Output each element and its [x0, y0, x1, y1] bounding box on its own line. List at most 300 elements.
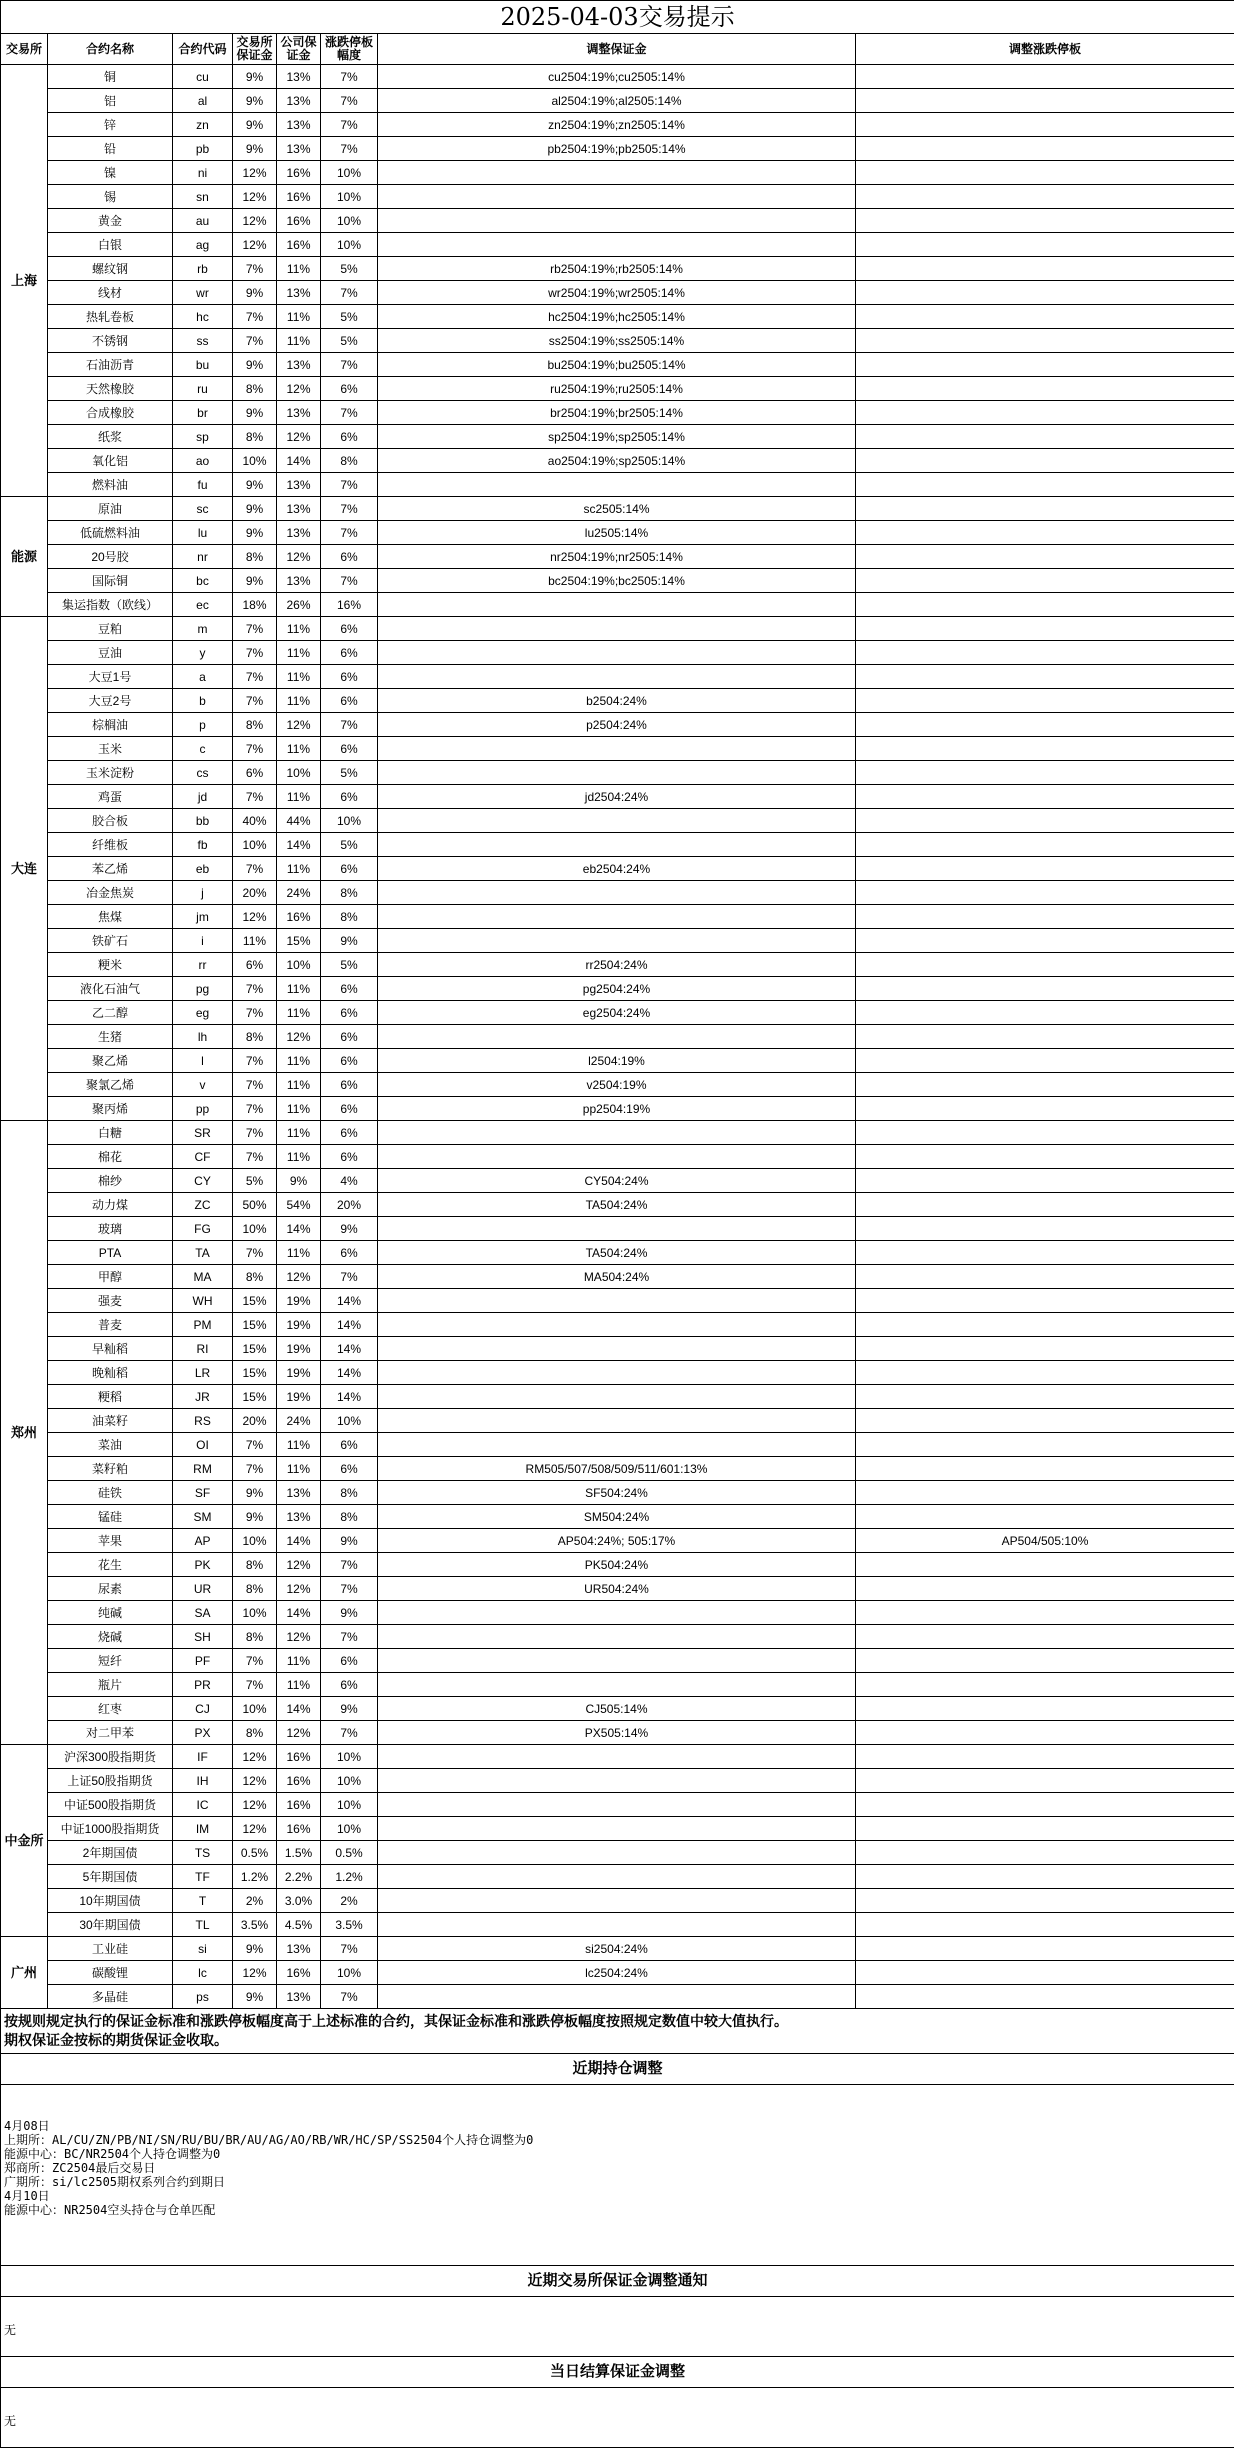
position-adjust-header [1, 2054, 1234, 2085]
position-line: 上期所：AL/CU/ZN/PB/NI/SN/RU/BU/BR/AU/AG/AO/RB/WR/HC/SP/SS2504个人持仓调整为0 [4, 2133, 534, 2147]
exchange-margin-cell: 7% [233, 785, 277, 809]
price-limit-cell: 14% [321, 1313, 378, 1337]
table-row [1, 1193, 1234, 1217]
price-limit-cell: 7% [321, 65, 378, 89]
rule-note-line-1: 按规则规定执行的保证金标准和涨跌停板幅度高于上述标准的合约，其保证金标准和涨跌停板幅度按照规定数值中较大值执行。 [4, 2013, 788, 2029]
exchange-margin-cell: 10% [233, 1529, 277, 1553]
price-limit-cell: 7% [321, 497, 378, 521]
price-limit-cell: 6% [321, 785, 378, 809]
table-row [1, 1121, 1234, 1145]
table-header-row [1, 34, 1234, 65]
adjusted-limit-cell [856, 1025, 1234, 1049]
adjusted-margin-cell [378, 233, 856, 257]
adjusted-margin-cell [378, 1337, 856, 1361]
adjusted-limit-cell [856, 521, 1234, 545]
company-margin-cell: 11% [277, 305, 321, 329]
contract-name-cell: 镍 [48, 161, 173, 185]
exchange-margin-cell: 7% [233, 257, 277, 281]
contract-code-cell: CF [173, 1145, 233, 1169]
position-line: 广期所：si/lc2505期权系列合约到期日 [4, 2175, 226, 2189]
contract-name-cell: 玉米 [48, 737, 173, 761]
contract-code-cell: eb [173, 857, 233, 881]
company-margin-cell: 13% [277, 89, 321, 113]
adjusted-margin-cell: ru2504:19%;ru2505:14% [378, 377, 856, 401]
adjusted-limit-cell [856, 1457, 1234, 1481]
contract-name-cell: 棉花 [48, 1145, 173, 1169]
exchange-margin-cell: 8% [233, 1577, 277, 1601]
rule-note [1, 2009, 1234, 2054]
company-margin-cell: 26% [277, 593, 321, 617]
exchange-margin-cell: 9% [233, 1505, 277, 1529]
table-row [1, 1097, 1234, 1121]
adjusted-margin-cell: v2504:19% [378, 1073, 856, 1097]
contract-code-cell: ao [173, 449, 233, 473]
contract-name-cell: 红枣 [48, 1697, 173, 1721]
adjusted-limit-cell [856, 1217, 1234, 1241]
price-limit-cell: 5% [321, 761, 378, 785]
exchange-margin-cell: 12% [233, 1745, 277, 1769]
contract-code-cell: au [173, 209, 233, 233]
contract-name-cell: 晚籼稻 [48, 1361, 173, 1385]
exchange-margin-cell: 5% [233, 1169, 277, 1193]
table-row [1, 209, 1234, 233]
contract-code-cell: SM [173, 1505, 233, 1529]
exchange-group-label: 能源 [1, 497, 48, 617]
contract-name-cell: 碳酸锂 [48, 1961, 173, 1985]
adjusted-margin-cell: bu2504:19%;bu2505:14% [378, 353, 856, 377]
contract-name-cell: 合成橡胶 [48, 401, 173, 425]
contract-code-cell: cu [173, 65, 233, 89]
table-row [1, 665, 1234, 689]
company-margin-cell: 15% [277, 929, 321, 953]
contract-name-cell: 动力煤 [48, 1193, 173, 1217]
adjusted-limit-cell [856, 1409, 1234, 1433]
exchange-margin-cell: 8% [233, 1721, 277, 1745]
price-limit-cell: 6% [321, 1433, 378, 1457]
adjusted-margin-cell [378, 593, 856, 617]
contract-code-cell: si [173, 1937, 233, 1961]
exchange-margin-cell: 8% [233, 1025, 277, 1049]
table-row [1, 1985, 1234, 2009]
price-limit-cell: 14% [321, 1385, 378, 1409]
contract-code-cell: lh [173, 1025, 233, 1049]
adjusted-limit-cell [856, 329, 1234, 353]
price-limit-cell: 0.5% [321, 1841, 378, 1865]
contract-code-cell: IM [173, 1817, 233, 1841]
adjusted-limit-cell [856, 1937, 1234, 1961]
contract-name-cell: 玻璃 [48, 1217, 173, 1241]
contract-code-cell: PX [173, 1721, 233, 1745]
price-limit-cell: 10% [321, 1769, 378, 1793]
table-row [1, 1577, 1234, 1601]
adjusted-limit-cell [856, 1121, 1234, 1145]
table-row [1, 473, 1234, 497]
contract-code-cell: IC [173, 1793, 233, 1817]
table-row [1, 1265, 1234, 1289]
contract-code-cell: AP [173, 1529, 233, 1553]
price-limit-cell: 6% [321, 857, 378, 881]
margin-notice-header [1, 2266, 1234, 2297]
contract-name-cell: 棕榈油 [48, 713, 173, 737]
table-row [1, 1505, 1234, 1529]
contract-name-cell: 20号胶 [48, 545, 173, 569]
price-limit-cell: 5% [321, 953, 378, 977]
adjusted-margin-cell [378, 1313, 856, 1337]
contract-code-cell: v [173, 1073, 233, 1097]
table-row [1, 1913, 1234, 1937]
company-margin-cell: 12% [277, 1577, 321, 1601]
table-row [1, 65, 1234, 89]
table-row [1, 1001, 1234, 1025]
table-row [1, 305, 1234, 329]
company-margin-cell: 16% [277, 185, 321, 209]
adjusted-margin-cell [378, 1145, 856, 1169]
table-row [1, 497, 1234, 521]
adjusted-limit-cell [856, 1697, 1234, 1721]
adjusted-margin-cell: AP504:24%; 505:17% [378, 1529, 856, 1553]
contract-code-cell: cs [173, 761, 233, 785]
contract-code-cell: eg [173, 1001, 233, 1025]
table-row [1, 1937, 1234, 1961]
adjusted-margin-cell: rb2504:19%;rb2505:14% [378, 257, 856, 281]
adjusted-margin-cell: al2504:19%;al2505:14% [378, 89, 856, 113]
contract-code-cell: sn [173, 185, 233, 209]
price-limit-cell: 10% [321, 1745, 378, 1769]
adjusted-margin-cell [378, 905, 856, 929]
contract-code-cell: j [173, 881, 233, 905]
adjusted-margin-cell: CY504:24% [378, 1169, 856, 1193]
contract-name-cell: 大豆2号 [48, 689, 173, 713]
price-limit-cell: 6% [321, 377, 378, 401]
table-row [1, 281, 1234, 305]
adjusted-limit-cell [856, 593, 1234, 617]
table-row [1, 377, 1234, 401]
table-row [1, 833, 1234, 857]
contract-code-cell: jd [173, 785, 233, 809]
adjusted-limit-cell [856, 473, 1234, 497]
contract-name-cell: 低硫燃料油 [48, 521, 173, 545]
exchange-margin-cell: 12% [233, 905, 277, 929]
contract-code-cell: br [173, 401, 233, 425]
adjusted-limit-cell [856, 665, 1234, 689]
table-row [1, 1601, 1234, 1625]
adjusted-limit-cell [856, 929, 1234, 953]
contract-name-cell: 集运指数（欧线） [48, 593, 173, 617]
company-margin-cell: 10% [277, 953, 321, 977]
exchange-group-label: 郑州 [1, 1121, 48, 1745]
settlement-adjust-body [1, 2388, 1234, 2448]
header-company-margin: 公司保证金 [277, 34, 321, 65]
adjusted-limit-cell [856, 737, 1234, 761]
table-row [1, 233, 1234, 257]
exchange-margin-cell: 40% [233, 809, 277, 833]
company-margin-cell: 11% [277, 641, 321, 665]
adjusted-limit-cell [856, 689, 1234, 713]
company-margin-cell: 16% [277, 233, 321, 257]
table-row [1, 1169, 1234, 1193]
price-limit-cell: 7% [321, 1625, 378, 1649]
table-row [1, 1673, 1234, 1697]
adjusted-margin-cell: br2504:19%;br2505:14% [378, 401, 856, 425]
exchange-margin-cell: 9% [233, 569, 277, 593]
adjusted-limit-cell [856, 1817, 1234, 1841]
exchange-margin-cell: 20% [233, 1409, 277, 1433]
adjusted-margin-cell: SF504:24% [378, 1481, 856, 1505]
adjusted-limit-cell [856, 881, 1234, 905]
adjusted-margin-cell: sc2505:14% [378, 497, 856, 521]
table-row [1, 161, 1234, 185]
exchange-margin-cell: 6% [233, 953, 277, 977]
table-row [1, 929, 1234, 953]
contract-code-cell: lu [173, 521, 233, 545]
company-margin-cell: 3.0% [277, 1889, 321, 1913]
exchange-group-label: 大连 [1, 617, 48, 1121]
adjusted-limit-cell [856, 833, 1234, 857]
adjusted-margin-cell [378, 761, 856, 785]
adjusted-limit-cell [856, 905, 1234, 929]
adjusted-limit-cell [856, 569, 1234, 593]
adjusted-limit-cell [856, 1097, 1234, 1121]
price-limit-cell: 10% [321, 161, 378, 185]
price-limit-cell: 6% [321, 425, 378, 449]
contract-code-cell: y [173, 641, 233, 665]
exchange-margin-cell: 7% [233, 977, 277, 1001]
contract-name-cell: 锰硅 [48, 1505, 173, 1529]
contract-code-cell: SA [173, 1601, 233, 1625]
price-limit-cell: 5% [321, 305, 378, 329]
contract-code-cell: TL [173, 1913, 233, 1937]
price-limit-cell: 8% [321, 1481, 378, 1505]
price-limit-cell: 7% [321, 1577, 378, 1601]
exchange-margin-cell: 9% [233, 497, 277, 521]
price-limit-cell: 7% [321, 569, 378, 593]
company-margin-cell: 9% [277, 1169, 321, 1193]
table-row [1, 1049, 1234, 1073]
exchange-margin-cell: 9% [233, 473, 277, 497]
price-limit-cell: 14% [321, 1361, 378, 1385]
contract-name-cell: 甲醇 [48, 1265, 173, 1289]
adjusted-limit-cell [856, 1361, 1234, 1385]
company-margin-cell: 13% [277, 473, 321, 497]
adjusted-limit-cell [856, 1961, 1234, 1985]
adjusted-limit-cell [856, 1073, 1234, 1097]
adjusted-margin-cell: p2504:24% [378, 713, 856, 737]
contract-code-cell: bu [173, 353, 233, 377]
company-margin-cell: 14% [277, 1601, 321, 1625]
exchange-margin-cell: 10% [233, 1697, 277, 1721]
company-margin-cell: 10% [277, 761, 321, 785]
adjusted-limit-cell [856, 1169, 1234, 1193]
table-row [1, 1313, 1234, 1337]
exchange-margin-cell: 8% [233, 545, 277, 569]
table-row [1, 257, 1234, 281]
table-row [1, 425, 1234, 449]
position-line: 能源中心：NR2504空头持仓与仓单匹配 [4, 2203, 216, 2217]
exchange-margin-cell: 15% [233, 1289, 277, 1313]
adjusted-limit-cell [856, 1601, 1234, 1625]
price-limit-cell: 5% [321, 833, 378, 857]
contract-name-cell: 天然橡胶 [48, 377, 173, 401]
contract-code-cell: PM [173, 1313, 233, 1337]
adjusted-margin-cell: pb2504:19%;pb2505:14% [378, 137, 856, 161]
company-margin-cell: 12% [277, 1721, 321, 1745]
contract-code-cell: ru [173, 377, 233, 401]
price-limit-cell: 8% [321, 905, 378, 929]
adjusted-margin-cell: ao2504:19%;sp2505:14% [378, 449, 856, 473]
contract-name-cell: 5年期国债 [48, 1865, 173, 1889]
table-row [1, 761, 1234, 785]
contract-code-cell: LR [173, 1361, 233, 1385]
adjusted-margin-cell [378, 1385, 856, 1409]
adjusted-limit-cell [856, 353, 1234, 377]
contract-code-cell: IF [173, 1745, 233, 1769]
exchange-margin-cell: 8% [233, 713, 277, 737]
company-margin-cell: 13% [277, 401, 321, 425]
company-margin-cell: 13% [277, 137, 321, 161]
contract-name-cell: 原油 [48, 497, 173, 521]
contract-name-cell: 多晶硅 [48, 1985, 173, 2009]
contract-name-cell: 螺纹钢 [48, 257, 173, 281]
adjusted-margin-cell [378, 185, 856, 209]
contract-name-cell: 聚乙烯 [48, 1049, 173, 1073]
table-row [1, 137, 1234, 161]
contract-name-cell: 液化石油气 [48, 977, 173, 1001]
contract-code-cell: hc [173, 305, 233, 329]
adjusted-limit-cell [856, 425, 1234, 449]
table-row [1, 1241, 1234, 1265]
contract-code-cell: bb [173, 809, 233, 833]
contract-name-cell: 聚丙烯 [48, 1097, 173, 1121]
contract-name-cell: 对二甲苯 [48, 1721, 173, 1745]
adjusted-limit-cell [856, 185, 1234, 209]
contract-code-cell: RM [173, 1457, 233, 1481]
company-margin-cell: 11% [277, 689, 321, 713]
adjusted-margin-cell: pp2504:19% [378, 1097, 856, 1121]
company-margin-cell: 11% [277, 1145, 321, 1169]
contract-name-cell: 生猪 [48, 1025, 173, 1049]
contract-code-cell: PK [173, 1553, 233, 1577]
exchange-margin-cell: 9% [233, 1481, 277, 1505]
contract-code-cell: T [173, 1889, 233, 1913]
price-limit-cell: 7% [321, 353, 378, 377]
contract-code-cell: al [173, 89, 233, 113]
price-limit-cell: 1.2% [321, 1865, 378, 1889]
table-row [1, 329, 1234, 353]
contract-code-cell: a [173, 665, 233, 689]
adjusted-limit-cell [856, 1745, 1234, 1769]
adjusted-limit-cell [856, 1433, 1234, 1457]
adjusted-limit-cell [856, 209, 1234, 233]
adjusted-margin-cell [378, 1841, 856, 1865]
price-limit-cell: 10% [321, 1409, 378, 1433]
price-limit-cell: 6% [321, 617, 378, 641]
adjusted-margin-cell [378, 665, 856, 689]
price-limit-cell: 7% [321, 1721, 378, 1745]
adjusted-limit-cell [856, 1865, 1234, 1889]
adjusted-limit-cell: AP504/505:10% [856, 1529, 1234, 1553]
adjusted-limit-cell [856, 617, 1234, 641]
price-limit-cell: 8% [321, 881, 378, 905]
header-contract-name: 合约名称 [48, 34, 173, 65]
contract-name-cell: 线材 [48, 281, 173, 305]
price-limit-cell: 7% [321, 113, 378, 137]
price-limit-cell: 6% [321, 1145, 378, 1169]
price-limit-cell: 10% [321, 1817, 378, 1841]
header-adjusted-margin: 调整保证金 [378, 34, 856, 65]
exchange-margin-cell: 7% [233, 617, 277, 641]
exchange-margin-cell: 8% [233, 1265, 277, 1289]
exchange-margin-cell: 15% [233, 1313, 277, 1337]
price-limit-cell: 7% [321, 137, 378, 161]
adjusted-limit-cell [856, 1793, 1234, 1817]
contract-name-cell: PTA [48, 1241, 173, 1265]
price-limit-cell: 14% [321, 1337, 378, 1361]
price-limit-cell: 8% [321, 1505, 378, 1529]
contract-code-cell: CY [173, 1169, 233, 1193]
adjusted-margin-cell [378, 1025, 856, 1049]
company-margin-cell: 19% [277, 1289, 321, 1313]
table-row [1, 1457, 1234, 1481]
adjusted-margin-cell: si2504:24% [378, 1937, 856, 1961]
company-margin-cell: 13% [277, 1505, 321, 1529]
contract-code-cell: ec [173, 593, 233, 617]
adjusted-limit-cell [856, 305, 1234, 329]
contract-name-cell: 工业硅 [48, 1937, 173, 1961]
contract-name-cell: 国际铜 [48, 569, 173, 593]
adjusted-margin-cell [378, 1913, 856, 1937]
contract-name-cell: 纯碱 [48, 1601, 173, 1625]
adjusted-margin-cell [378, 929, 856, 953]
price-limit-cell: 7% [321, 281, 378, 305]
position-adjust-title: 近期持仓调整 [1, 2054, 1234, 2085]
exchange-margin-cell: 7% [233, 689, 277, 713]
contract-code-cell: fb [173, 833, 233, 857]
price-limit-cell: 6% [321, 1001, 378, 1025]
contract-name-cell: 粳米 [48, 953, 173, 977]
contract-code-cell: p [173, 713, 233, 737]
company-margin-cell: 11% [277, 1457, 321, 1481]
company-margin-cell: 11% [277, 1673, 321, 1697]
company-margin-cell: 19% [277, 1385, 321, 1409]
price-limit-cell: 7% [321, 1265, 378, 1289]
adjusted-margin-cell [378, 809, 856, 833]
contract-code-cell: ps [173, 1985, 233, 2009]
contract-name-cell: 菜籽粕 [48, 1457, 173, 1481]
contract-name-cell: 豆粕 [48, 617, 173, 641]
header-adjusted-limit: 调整涨跌停板 [856, 34, 1234, 65]
contract-name-cell: 纤维板 [48, 833, 173, 857]
adjusted-limit-cell [856, 65, 1234, 89]
adjusted-limit-cell [856, 1193, 1234, 1217]
table-row [1, 1217, 1234, 1241]
price-limit-cell: 9% [321, 1601, 378, 1625]
company-margin-cell: 11% [277, 665, 321, 689]
adjusted-margin-cell: bc2504:19%;bc2505:14% [378, 569, 856, 593]
adjusted-margin-cell: b2504:24% [378, 689, 856, 713]
table-row [1, 1433, 1234, 1457]
company-margin-cell: 14% [277, 833, 321, 857]
position-adjust-lines [4, 2085, 1231, 2217]
contract-name-cell: 燃料油 [48, 473, 173, 497]
table-row [1, 857, 1234, 881]
adjusted-limit-cell [856, 1265, 1234, 1289]
table-row [1, 1073, 1234, 1097]
price-limit-cell: 9% [321, 1529, 378, 1553]
table-row [1, 641, 1234, 665]
price-limit-cell: 4% [321, 1169, 378, 1193]
adjusted-limit-cell [856, 377, 1234, 401]
adjusted-limit-cell [856, 1985, 1234, 2009]
